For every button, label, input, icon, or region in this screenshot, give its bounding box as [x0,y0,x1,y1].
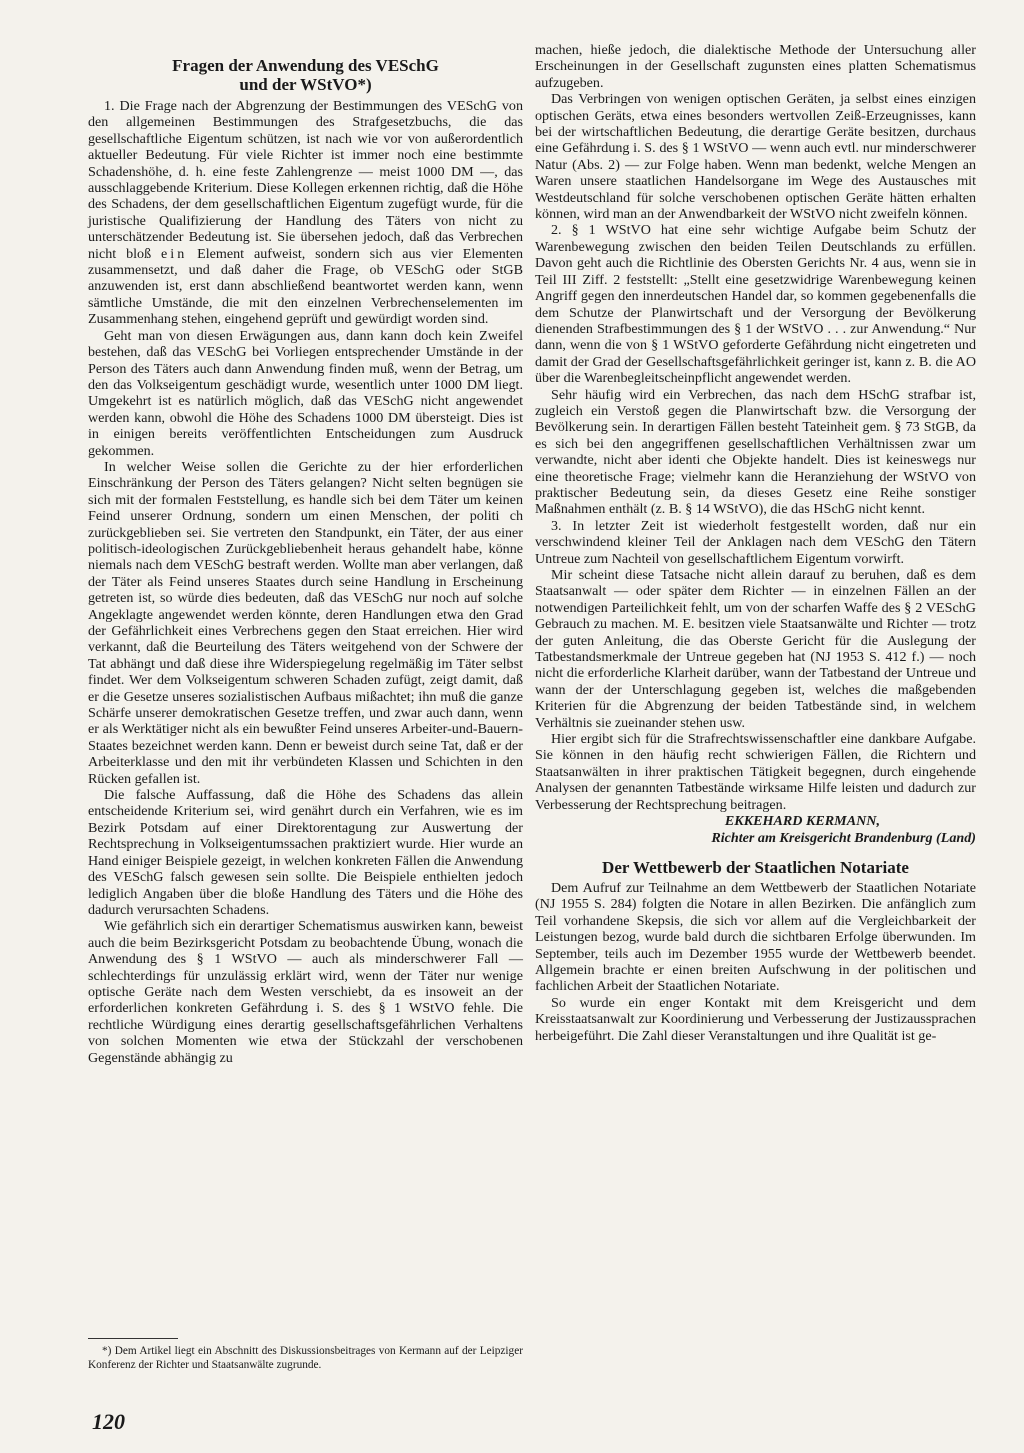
paragraph: Geht man von diesen Erwägungen aus, dann kann doch kein Zweifel bestehen, daß das VESchG bei Vorliegen entsprechender Umstände in der Person des Täters auch dann Anwendung finden muß, wenn der Betrag, um den das Volkseigentum geschädigt wurde, wesentlich unter 1000 DM liegt. Umgekehrt ist es natürlich möglich, daß das VESchG nicht angewendet werden kann, obwohl die Höhe des Schadens 1000 DM übersteigt. Dies ist in einigen bereits veröffentlichten Entscheidungen zum Ausdruck gekommen. [88,327,523,459]
author-title: Richter am Kreisgericht Brandenburg (Land) [711,829,976,846]
paragraph: 2. § 1 WStVO hat eine sehr wichtige Aufgabe beim Schutz der Warenbewegung zwischen den beiden Teilen Deutschlands zu erfüllen. Davon geht auch die Richtlinie des Obersten Gerichts Nr. 4 aus, wenn sie in Teil III Ziff. 2 feststellt: „Stellt eine gesetzwidrige Warenbewegung keinen Angriff gegen den innerdeutschen Handel dar, so kommen gegebenenfalls die dem Schutze der Planwirtschaft und der Versorgung der Bevölkerung dienenden Strafbestimmungen des § 1 der WStVO . . . zur Anwendung.“ Nur dann, wenn die von § 1 WStVO geforderte Gefährdung nicht eingetreten und damit der Grad der Gesellschaftsgefährlichkeit geringer ist, kann z. B. die AO über die Warenbegleitscheinpflicht angewendet werden. [535,222,976,387]
paragraph: Wie gefährlich sich ein derartiger Schematismus auswirken kann, beweist auch die beim Bezirksgericht Potsdam zu beobachtende Übung, wonach die Anwendung des § 1 WStVO — auch als minderschwerer Fall — schlechterdings für unzulässig erklärt wird, wenn der Täter nur wenige optische Geräte nach dem Westen verschiebt, da es insoweit an der erforderlichen konkreten Gefährdung i. S. des § 1 WStVO fehle. Die rechtliche Würdigung eines derartig gesellschaftsgefährlichen Verhaltens von solchen Momenten wie etwa der Stückzahl der verschobenen Gegenstände abhängig zu [88,918,523,1066]
left-column [88,56,523,1066]
author-signature [535,813,976,846]
paragraph: Mir scheint diese Tatsache nicht allein darauf zu beruhen, daß es dem Staatsanwalt — oder später dem Richter — in einzelnen Fällen an der notwendigen Parteilichkeit fehlt, um von der scharfen Waffe des § 2 VESchG Gebrauch zu machen. M. E. besitzen viele Staatsanwälte und Richter — trotz der guten Anleitung, die das Oberste Gericht für die Auslegung der Tatbestandsmerkmale der Untreue gegeben hat (NJ 1953 S. 412 f.) — noch nicht die erforderliche Klarheit darüber, wann der Tatbestand der Untreue und wann der der Unterschlagung gegeben ist, welches die maßgebenden Kriterien für die Abgrenzung der beiden Tatbestände sind, in welchem Verhältnis sie zueinander stehen usw. [535,567,976,731]
right-column [535,42,976,1044]
paragraph: Das Verbringen von wenigen optischen Geräten, ja selbst eines einzigen optischen Geräts, etwa eines besonders wertvollen Zeiß-Erzeugnisses, kann bei der wirtschaftlichen Bedeutung, die derartige Geräte besitzen, durchaus eine Gefährdung i. S. des § 1 WStVO — wenn auch evtl. nur minderschwerer Natur (Abs. 2) — zur Folge haben. Wenn man bedenkt, welche Mengen an Waren unsere staatlichen Handelsorgane im Wege des Austausches mit Westdeutschland für solche verschobenen optischen Geräte hätten erhalten können, wird man an der Anwendbarkeit der WStVO nicht zweifeln können. [535,91,976,223]
paragraph: Dem Aufruf zur Teilnahme an dem Wettbewerb der Staatlichen Notariate (NJ 1955 S. 284) folgten die Notare in allen Bezirken. Die anfänglich zum Teil vorhandene Skepsis, die sich vor allem auf die Vergleichbarkeit der Leistungen bezog, wurde bald durch die sichtbaren Erfolge überwunden. Im September, teils auch im Dezember 1955 wurde der Wettbewerb beendet. Allgemein brachte er einen breiten Aufschwung in der politischen und fachlichen Arbeit der Staatlichen Notariate. [535,879,976,995]
page-number: 120 [92,1409,125,1434]
article-title: Fragen der Anwendung des VESchG und der WStVO*) [172,56,439,94]
paragraph: 1. Die Frage nach der Abgrenzung der Bestimmungen des VESchG von den allgemeinen Bestimmungen des Strafgesetzbuchs, die das gesellschaftliche Eigentum schützen, ist nach wie vor von außerordentlich aktueller Bedeutung. Für viele Richter ist immer noch eine bestimmte Schadenshöhe, d. h. eine feste Zahlengrenze — meist 1000 DM —, das ausschlaggebende Kriterium. Diese Kollegen erkennen richtig, daß die Höhe des Schadens, der dem gesellschaftlichen Eigentum zugefügt wurde, für die juristische Qualifizierung der Handlung des Täters von nicht zu unterschätzender Bedeutung ist. Sie übersehen jedoch, daß das Verbrechen nicht bloß ein Element aufweist, sondern sich aus vier Elementen zusammensetzt, und daß daher die Frage, ob VESchG oder StGB anzuwenden ist, erst dann abschließend beantwortet werden kann, wenn sämtliche Umstände, die mit den einzelnen Verbrechenselementen im Zusammenhang stehen, eingehend geprüft und gewürdigt worden sind. [88,98,523,328]
paragraph: Die falsche Auffassung, daß die Höhe des Schadens das allein entscheidende Kriterium sei, wird genährt durch ein Verfahren, wie es im Bezirk Potsdam auf einer Direktorentagung zur Auswertung der Rechtsprechung in Volkseigentumssachen praktiziert wurde. Hier wurde an Hand einiger Beispiele gezeigt, in welchen konkreten Fällen die Anwendung des VESchG falsch gewesen sein sollte. Die Beispiele enthielten jedoch lediglich Angaben über die bloße Handlung des Täters und die Höhe des dadurch verursachten Schadens. [88,787,523,918]
paragraph: Sehr häufig wird ein Verbrechen, das nach dem HSchG strafbar ist, zugleich ein Verstoß gegen die Planwirtschaft bzw. die Versorgung der Bevölkerung sein. In derartigen Fällen besteht Tateinheit gem. § 73 StGB, da es sich bei den angegriffenen gesellschaftlichen Verhältnissen zwar um verwandte, nicht aber identi che Objekte handelt. Dies ist keineswegs nur eine theoretische Frage; vielmehr kann die Heranziehung der WStVO von praktischer Bedeutung sein, da dieses Gesetz eine Reihe sonstiger Maßnahmen enthält (z. B. § 14 WStVO), die das HSchG nicht kennt. [535,386,976,518]
author-name: EKKEHARD KERMANN, [724,813,880,830]
paragraph: Hier ergibt sich für die Strafrechtswissenschaftler eine dankbare Aufgabe. Sie können in den häufig recht schwierigen Fällen, die Richtern und Staatsanwälten in ihrer praktischen Tätigkeit begegnen, durch eingehende Analysen der genannten Tatbestände wirksame Hilfe leisten und dadurch zur Verbesserung der Rechtsprechung beitragen. [535,731,976,813]
paragraph: In welcher Weise sollen die Gerichte zu der hier erforderlichen Einschränkung der Person des Täters gelangen? Nicht selten begnügen sie sich mit der formalen Feststellung, es handle sich bei dem Täter um keinen Feind unserer Ordnung, sondern um einen Menschen, der politi ch zurückgeblieben sei. Sie vertreten den Standpunkt, ein Täter, der aus einer politisch-ideologischen Zurückgebliebenheit heraus gehandelt habe, könne niemals nach dem VESchG bestraft werden. Wollte man aber verlangen, daß der Täter als Feind unseres Staates durch seine Handlung in Erscheinung getreten ist, so würde dies bedeuten, daß das VESchG nur noch auf solche Angeklagte angewendet werden könnte, deren Handlungen etwa den Grad der Gefährlichkeit eines Verbrechens gegen den Staat erreichen. Hier wird verkannt, daß die Beurteilung des Täters weitgehend von der Schwere der Tat abhängt und daß diese ihre Widerspiegelung regelmäßig im Täter selbst findet. Wer dem Volkseigentum schweren Schaden zufügt, zeigt damit, daß er die Gesetze unseres sozialistischen Aufbaus mißachtet; ihn muß die ganze Schärfe unserer demokratischen Gesetze treffen, und zwar auch dann, wenn er als Werktätiger nicht als ein bewußter Feind unseres Arbeiter-und-Bauern-Staates bezeichnet werden kann. Denn er beweist durch seine Tat, daß er der Arbeiterklasse und den mit ihr verbündeten Klassen und Schichten in den Rücken gefallen ist. [88,458,523,787]
paragraph: So wurde ein enger Kontakt mit dem Kreisgericht und dem Kreisstaatsanwalt zur Koordinierung und Verbesserung der Justizaussprachen herbeigeführt. Die Zahl dieser Veranstaltungen und ihre Qualität ist ge- [535,994,976,1044]
paragraph: machen, hieße jedoch, die dialektische Methode der Untersuchung aller Erscheinungen in der Gesellschaft zugunsten eines platten Schematismus aufzugeben. [535,42,976,91]
article-title-2: Der Wettbewerb der Staatlichen Notariate [602,857,909,877]
footnote-divider [88,1338,178,1339]
footnote: *) Dem Artikel liegt ein Abschnitt des Diskussionsbeitrages von Kermann auf der Leipziger Konferenz der Richter und Staatsanwälte zugrunde. [88,1345,523,1371]
paragraph: 3. In letzter Zeit ist wiederholt festgestellt worden, daß nur ein verschwindend kleiner Teil der Anklagen nach dem VESchG den Tätern Untreue zum Nachteil von gesellschaftlichem Eigentum vorwirft. [535,517,976,567]
